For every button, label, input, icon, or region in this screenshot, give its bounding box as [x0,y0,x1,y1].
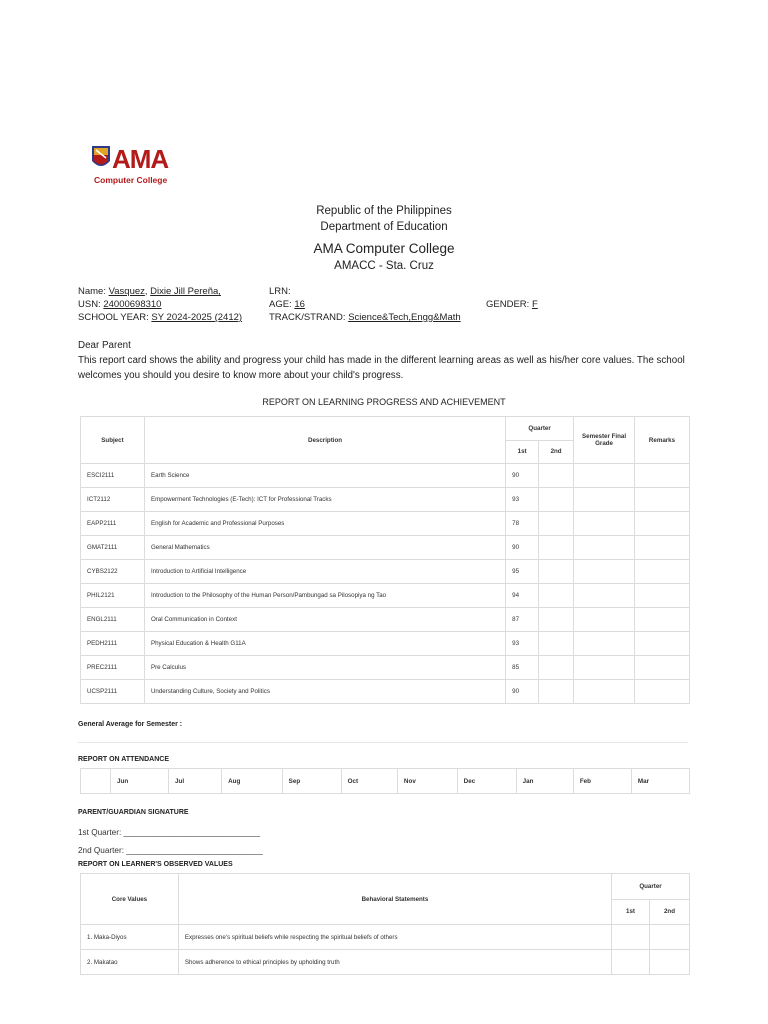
usn-label: USN: [78,299,101,310]
behavior-statement: Expresses one's spiritual beliefs while respecting the spiritual beliefs of others [178,925,611,950]
grade-remarks [635,608,690,632]
col-final-grade: Semester Final Grade [574,417,635,464]
grade-final [574,464,635,488]
logo-subtext: Computer College [94,175,168,185]
signature-title: PARENT/GUARDIAN SIGNATURE [78,809,189,816]
core-value: 1. Maka-Diyos [81,925,179,950]
grade-q2 [539,608,574,632]
student-usn-row [78,298,161,311]
col-q2: 2nd [539,440,574,464]
subject-code: ENGL2111 [81,608,145,632]
sy-label: SCHOOL YEAR: [78,312,149,323]
value-q1 [612,950,650,975]
month-cell: Oct [341,769,397,794]
general-average-label: General Average for Semester : [78,721,183,728]
table-row [81,584,690,608]
grade-remarks [635,680,690,704]
grade-remarks [635,584,690,608]
logo-wordmark: AMA [112,144,169,174]
value-q1 [612,925,650,950]
signature-q1: 1st Quarter: ______________________________ [78,828,261,837]
letter-block [78,338,688,383]
subject-desc: General Mathematics [144,536,505,560]
grade-final [574,608,635,632]
table-row [81,925,690,950]
grade-q1: 93 [506,632,539,656]
sy-value: SY 2024-2025 (2412) [151,312,243,323]
grade-q1: 78 [506,512,539,536]
student-sy-row [78,311,242,324]
subject-code: ESCI2111 [81,464,145,488]
table-row [81,464,690,488]
grade-q1: 90 [506,464,539,488]
grade-q2 [539,536,574,560]
school-logo [90,143,172,185]
grade-remarks [635,632,690,656]
subject-code: PREC2111 [81,656,145,680]
grade-final [574,680,635,704]
student-lrn-row [269,285,291,298]
month-cell: Jun [111,769,169,794]
grade-final [574,512,635,536]
core-value: 2. Makatao [81,950,179,975]
subject-desc: Introduction to Artificial Intelligence [144,560,505,584]
letter-body: This report card shows the ability and progress your child has made in the different learning areas as well as his/her core values. The school welcomes you should you desire to know more about your child's progress. [78,355,685,381]
divider [78,742,688,743]
grade-q2 [539,488,574,512]
student-gender-row [486,298,538,311]
gender-value: F [531,299,538,310]
table-row [81,488,690,512]
name-label: Name: [78,286,106,297]
grade-final [574,536,635,560]
col-remarks: Remarks [635,417,690,464]
document-header [0,203,768,274]
col-values-q2: 2nd [650,899,690,925]
col-values-q1: 1st [612,899,650,925]
grade-q2 [539,584,574,608]
name-first: Dixie Jill Pereña, [150,286,221,297]
col-subject: Subject [81,417,145,464]
subject-code: CYBS2122 [81,560,145,584]
table-row [81,632,690,656]
grade-q2 [539,656,574,680]
lrn-label: LRN: [269,286,291,297]
col-q1: 1st [506,440,539,464]
subject-code: PHIL2121 [81,584,145,608]
grade-q2 [539,560,574,584]
behavior-statement: Shows adherence to ethical principles by upholding truth [178,950,611,975]
grade-q2 [539,464,574,488]
subject-code: GMAT2111 [81,536,145,560]
usn-value: 24000698310 [103,299,162,310]
attendance-table [80,768,690,794]
grade-remarks [635,536,690,560]
subject-desc: Physical Education & Health G11A [144,632,505,656]
name-last: Vasquez [108,286,145,297]
student-track-row [269,311,461,324]
grade-remarks [635,656,690,680]
grade-final [574,656,635,680]
header-college: AMA Computer College [313,241,455,256]
grade-q2 [539,512,574,536]
signature-q2: 2nd Quarter: ______________________________ [78,846,263,855]
grade-q1: 94 [506,584,539,608]
grade-final [574,632,635,656]
subject-code: UCSP2111 [81,680,145,704]
grade-final [574,488,635,512]
subject-code: ICT2112 [81,488,145,512]
gender-label: GENDER: [486,299,530,310]
col-quarter: Quarter [506,417,574,441]
student-age-row [269,298,305,311]
grades-table [80,416,690,704]
grade-final [574,560,635,584]
col-core-values: Core Values [81,874,179,925]
attendance-title: REPORT ON ATTENDANCE [78,756,169,763]
header-department: Department of Education [320,221,448,233]
grades-title: REPORT ON LEARNING PROGRESS AND ACHIEVEMENT [262,397,506,407]
grade-q1: 85 [506,656,539,680]
subject-desc: English for Academic and Professional Purposes [144,512,505,536]
attendance-months-row [81,769,690,794]
table-row [81,512,690,536]
grade-q2 [539,680,574,704]
track-label: TRACK/STRAND: [269,312,346,323]
values-title: REPORT ON LEARNER'S OBSERVED VALUES [78,861,233,868]
header-republic: Republic of the Philippines [316,205,452,217]
grade-final [574,584,635,608]
month-cell: Aug [222,769,283,794]
subject-desc: Pre Calculus [144,656,505,680]
month-cell: Jan [516,769,573,794]
grade-q1: 90 [506,680,539,704]
grade-q1: 90 [506,536,539,560]
age-value: 16 [294,299,305,310]
month-cell: Feb [573,769,631,794]
grade-remarks [635,512,690,536]
subject-desc: Introduction to the Philosophy of the Human Person/Pambungad sa Pilosopiya ng Tao [144,584,505,608]
grade-q1: 93 [506,488,539,512]
subject-code: PEDH2111 [81,632,145,656]
grade-remarks [635,488,690,512]
month-cell: Nov [397,769,457,794]
value-q2 [650,950,690,975]
col-description: Description [144,417,505,464]
month-cell: Mar [631,769,689,794]
table-row [81,950,690,975]
grade-q1: 87 [506,608,539,632]
table-row [81,656,690,680]
table-row [81,536,690,560]
grade-remarks [635,560,690,584]
subject-desc: Understanding Culture, Society and Politics [144,680,505,704]
month-cell: Sep [282,769,341,794]
grade-remarks [635,464,690,488]
table-row [81,608,690,632]
track-value: Science&Tech,Engg&Math [348,312,461,323]
student-name-row: Name: Vasquez, Dixie Jill Pereña, [78,286,221,297]
subject-desc: Empowerment Technologies (E-Tech): ICT for Professional Tracks [144,488,505,512]
col-values-quarter: Quarter [612,874,690,900]
grade-q1: 95 [506,560,539,584]
month-cell: Jul [169,769,222,794]
table-row [81,680,690,704]
col-behavioral-statements: Behavioral Statements [178,874,611,925]
subject-code: EAPP2111 [81,512,145,536]
header-branch: AMACC - Sta. Cruz [334,260,434,272]
month-cell: Dec [457,769,516,794]
attendance-corner-cell [81,769,111,794]
subject-desc: Oral Communication in Context [144,608,505,632]
table-row [81,560,690,584]
letter-salutation: Dear Parent [78,340,131,351]
subject-desc: Earth Science [144,464,505,488]
age-label: AGE: [269,299,292,310]
grade-q2 [539,632,574,656]
value-q2 [650,925,690,950]
values-table [80,873,690,975]
